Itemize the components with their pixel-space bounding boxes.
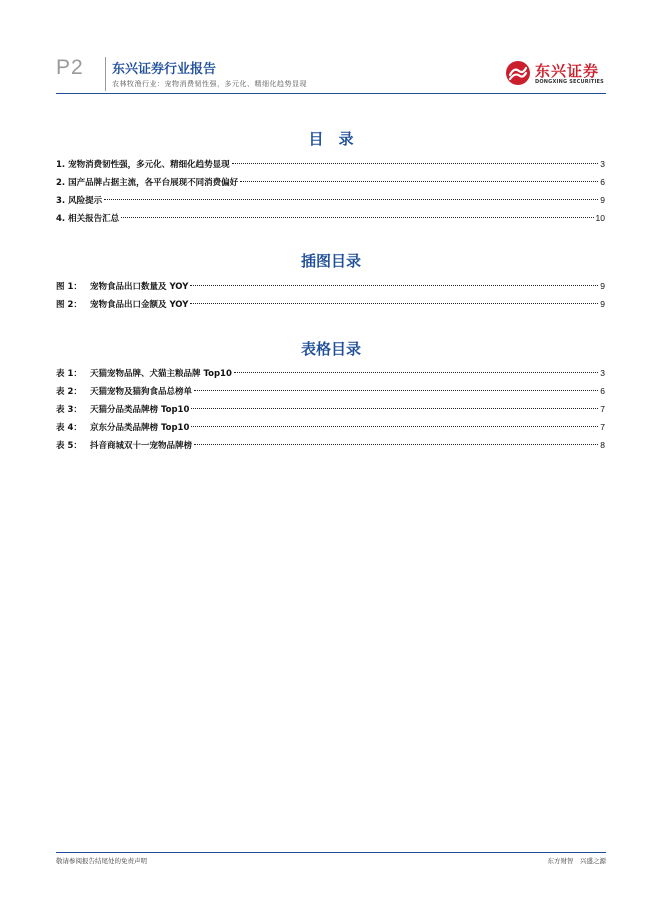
figures-list xyxy=(56,277,605,313)
leader-dots xyxy=(191,426,598,427)
toc-entry-label: 3. 风险提示 xyxy=(56,196,103,206)
toc-entry-page: 10 xyxy=(595,213,605,223)
table-entry-page: 3 xyxy=(600,368,605,378)
header-divider xyxy=(105,57,106,91)
table-entry-text: 天猫分品类品牌榜 Top10 xyxy=(90,405,190,415)
table-entry-text: 天猫宠物及猫狗食品总榜单 xyxy=(90,387,193,397)
toc-entry-label: 1. 宠物消费韧性强，多元化、精细化趋势显现 xyxy=(56,160,230,170)
figure-entry-prefix: 图 1： xyxy=(56,282,82,292)
figure-entry-page: 9 xyxy=(600,299,605,309)
table-entry-page: 8 xyxy=(600,440,605,450)
tables-title: 表格目录 xyxy=(300,340,361,358)
figures-title: 插图目录 xyxy=(300,252,361,270)
toc-entry[interactable] xyxy=(56,191,605,209)
leader-dots xyxy=(240,181,598,182)
leader-dots xyxy=(234,372,598,373)
page-number: P2 xyxy=(56,56,84,79)
dongxing-logo-icon xyxy=(505,60,531,86)
table-entry-text: 天猫宠物品牌、犬猫主粮品牌 Top10 xyxy=(90,369,232,379)
company-logo xyxy=(505,58,615,90)
figure-entry-prefix: 图 2： xyxy=(56,300,82,310)
table-entry-prefix: 表 4： xyxy=(56,423,82,433)
figure-entry-text: 宠物食品出口金额及 YOY xyxy=(90,300,189,310)
table-entry-page: 7 xyxy=(600,404,605,414)
toc-entry[interactable] xyxy=(56,209,605,227)
footer-rule xyxy=(56,852,606,853)
table-entry-label xyxy=(56,365,232,383)
toc-list xyxy=(56,155,605,227)
figure-entry[interactable] xyxy=(56,277,605,295)
leader-dots xyxy=(190,303,598,304)
table-entry[interactable] xyxy=(56,436,605,454)
table-entry[interactable] xyxy=(56,364,605,382)
report-series-title: 东兴证券行业报告 xyxy=(112,62,217,77)
figure-entry-label xyxy=(56,296,188,314)
table-entry-text: 京东分品类品牌榜 Top10 xyxy=(90,423,190,433)
toc-entry-page: 6 xyxy=(600,177,605,187)
figure-entry[interactable] xyxy=(56,295,605,313)
table-entry-page: 7 xyxy=(600,422,605,432)
table-entry-prefix: 表 5： xyxy=(56,441,82,451)
table-entry-text: 抖音商城双十一宠物品牌榜 xyxy=(90,441,193,451)
table-entry-label xyxy=(56,419,189,437)
footer-slogan: 东方财智 兴盛之源 xyxy=(547,857,606,865)
report-subtitle: 农林牧渔行业：宠物消费韧性强，多元化、精细化趋势显现 xyxy=(112,80,307,88)
toc-entry-label: 4. 相关报告汇总 xyxy=(56,214,120,224)
table-entry[interactable] xyxy=(56,382,605,400)
toc-entry-page: 9 xyxy=(600,195,605,205)
leader-dots xyxy=(104,199,598,200)
leader-dots xyxy=(191,408,598,409)
figure-entry-text: 宠物食品出口数量及 YOY xyxy=(90,282,189,292)
table-entry[interactable] xyxy=(56,400,605,418)
toc-entry-page: 3 xyxy=(600,159,605,169)
figure-entry-page: 9 xyxy=(600,281,605,291)
table-entry-prefix: 表 1： xyxy=(56,369,82,379)
table-entry[interactable] xyxy=(56,418,605,436)
table-entry-label xyxy=(56,437,192,455)
table-entry-label xyxy=(56,401,189,419)
figure-entry-label xyxy=(56,278,188,296)
leader-dots xyxy=(194,390,598,391)
table-entry-prefix: 表 2： xyxy=(56,387,82,397)
logo-text-en: DONGXING SECURITIES xyxy=(535,79,604,85)
logo-text-cn: 东兴证券 xyxy=(535,62,600,80)
leader-dots xyxy=(232,163,599,164)
footer-disclaimer-note: 敬请参阅报告结尾处的免责声明 xyxy=(56,857,147,865)
leader-dots xyxy=(190,285,598,286)
leader-dots xyxy=(121,217,593,218)
tables-list xyxy=(56,364,605,454)
header-rule xyxy=(56,93,606,94)
table-entry-page: 6 xyxy=(600,386,605,396)
table-entry-label xyxy=(56,383,192,401)
table-entry-prefix: 表 3： xyxy=(56,405,82,415)
leader-dots xyxy=(194,444,598,445)
toc-entry-label: 2. 国产品牌占据主流，各平台展现不同消费偏好 xyxy=(56,178,239,188)
toc-entry[interactable] xyxy=(56,173,605,191)
toc-title: 目 录 xyxy=(308,130,354,148)
toc-entry[interactable] xyxy=(56,155,605,173)
